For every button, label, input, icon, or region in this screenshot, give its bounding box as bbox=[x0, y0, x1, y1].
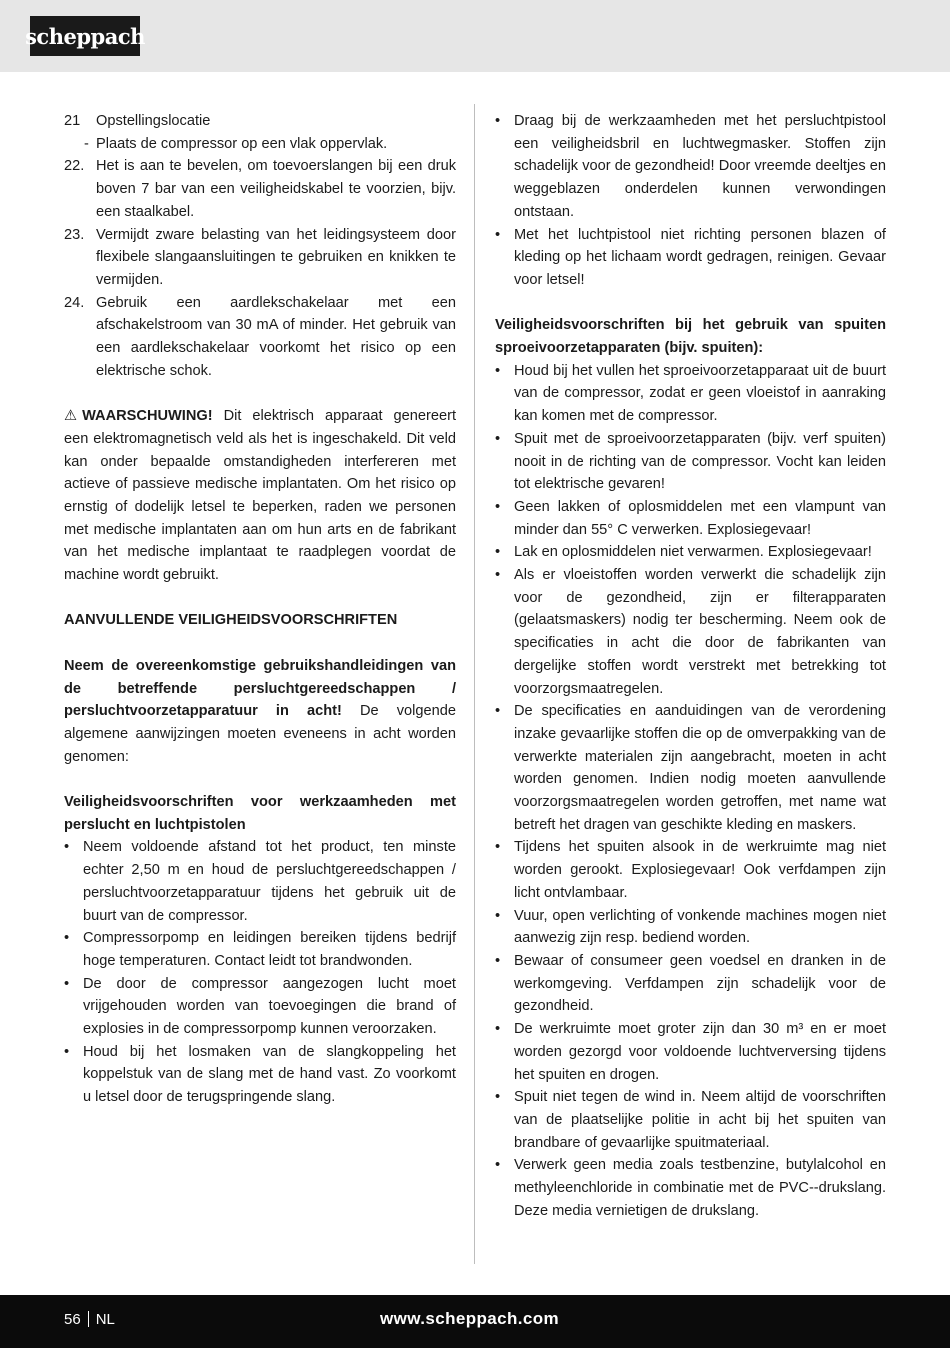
intro-paragraph bbox=[64, 655, 456, 769]
subsection-title: Veiligheidsvoorschriften bij het gebruik van spuiten sproeivoorzetapparaten (bijv. spuiten): bbox=[495, 317, 886, 357]
item-text: Gebruik een aardlekschakelaar met een afschakelstroom van 30 mA of minder. Het gebruik van een aardlekschakelaar voorkomt het risico op een elektrische schok. bbox=[96, 294, 456, 379]
numbered-item bbox=[64, 224, 456, 292]
warning-triangle-icon: ⚠ bbox=[64, 408, 78, 425]
numbered-item bbox=[64, 110, 456, 133]
bullet-item: • Vuur, open verlichting of vonkende machines mogen niet aanwezig zijn resp. bediend worden. bbox=[495, 905, 886, 950]
item-text: Opstellingslocatie bbox=[96, 113, 211, 129]
item-text: Vermijdt zware belasting van het leidingsysteem door flexibele slangaansluitingen te gebruiken en knikken te vermijden. bbox=[96, 226, 456, 288]
bullet-item: • Spuit niet tegen de wind in. Neem altijd de voorschriften van de plaatselijke politie in acht bij het spuiten van brandbare of gevaarlijke spuitmateriaal. bbox=[495, 1086, 886, 1154]
bullet-item: • Compressorpomp en leidingen bereiken tijdens bedrijf hoge temperaturen. Contact leidt tot brandwonden. bbox=[64, 927, 456, 972]
bullet-list bbox=[495, 360, 886, 1223]
bullet-item: • Draag bij de werkzaamheden met het persluchtpistool een veiligheidsbril en luchtwegmasker. Stoffen zijn schadelijk voor de gezondheid! Door vreemde deeltjes en weggeblazen onderdelen kunnen verwondingen ontstaan. bbox=[495, 110, 886, 224]
left-column bbox=[64, 110, 456, 1109]
bullet-item: • Als er vloeistoffen worden verwerkt die schadelijk zijn voor de gezondheid, zijn er filterapparaten (gelaatsmaskers) nodig ter bescherming. Neem ook de specificaties in acht die door de fabrikanten van dergelijke stoffen wordt verstrekt met betrekking tot voorzorgsmaatregelen. bbox=[495, 564, 886, 700]
bullet-item: • Houd bij het vullen het sproeivoorzetapparaat uit de buurt van de compressor, zodat er geen vloeistof in aanraking kan komen met de compressor. bbox=[495, 360, 886, 428]
bullet-item: • Geen lakken of oplosmiddelen met een vlampunt van minder dan 55° C verwerken. Explosiegevaar! bbox=[495, 496, 886, 541]
column-divider bbox=[474, 104, 475, 1264]
sub-item-dash: - bbox=[84, 135, 89, 152]
section-title: AANVULLENDE VEILIGHEIDSVOORSCHRIFTEN bbox=[64, 612, 398, 629]
bullet-item: • De door de compressor aangezogen lucht moet vrijgehouden worden van toevoegingen die brand of explosies in de compressorpomp kunnen veroorzaken. bbox=[64, 973, 456, 1041]
bullet-list bbox=[64, 836, 456, 1108]
intro-bold: Neem de overeenkomstige gebruikshandleidingen van de betreffende persluchtgereedschappen / persluchtvoorzetapparatuur in acht! bbox=[64, 657, 456, 720]
bullet-item: • Verwerk geen media zoals testbenzine, butylalcohol en methyleenchloride in combinatie met de PVC--drukslang. Deze media vernietigen de drukslang. bbox=[495, 1154, 886, 1222]
item-number: 23. bbox=[64, 226, 85, 243]
numbered-item bbox=[64, 155, 456, 223]
item-number: 24. bbox=[64, 294, 85, 311]
subsection-title: Veiligheidsvoorschriften voor werkzaamheden met perslucht en luchtpistolen bbox=[64, 794, 456, 833]
footer-separator bbox=[88, 1311, 89, 1327]
item-text: Het is aan te bevelen, om toevoerslangen bij een druk boven 7 bar van een veiligheidskabel te voorzien, bijv. een staalkabel. bbox=[96, 158, 456, 220]
item-number: 22. bbox=[64, 158, 85, 175]
intro-text: De volgende algemene aanwijzingen moeten eveneens in acht worden genomen: bbox=[64, 703, 456, 765]
sub-item bbox=[64, 133, 456, 156]
website-link[interactable]: www.scheppach.com bbox=[380, 1309, 560, 1328]
bullet-item: • De werkruimte moet groter zijn dan 30 m³ en er moet worden gezorgd voor voldoende luchtverversing tijdens het spuiten en drogen. bbox=[495, 1018, 886, 1086]
warning-text: Dit elektrisch apparaat genereert een elektromagnetisch veld als het is ingeschakeld. Dit veld kan onder bepaalde omstandigheden interfereren met actieve of passieve medische implantaten. Om het risico op ernstig of dodelijk letsel te beperken, raden we personen met medische implantaten aan om hun arts en de fabrikant van het medische implantaat te raadplegen voordat de machine wordt gebruikt. bbox=[64, 408, 456, 584]
language-code: NL bbox=[95, 1311, 115, 1328]
bullet-item: • Met het luchtpistool niet richting personen blazen of kleding op het lichaam wordt gedragen, reinigen. Gevaar voor letsel! bbox=[495, 224, 886, 292]
item-number: 21 bbox=[64, 113, 81, 129]
bullet-item: • Houd bij het losmaken van de slangkoppeling het koppelstuk van de slang met de hand vast. Zo voorkomt u letsel door de terugspringende slang. bbox=[64, 1041, 456, 1109]
right-column bbox=[495, 110, 886, 1222]
bullet-item: • Bewaar of consumeer geen voedsel en dranken in de werkomgeving. Verfdampen zijn schadelijk voor de gezondheid. bbox=[495, 950, 886, 1018]
numbered-item bbox=[64, 292, 456, 383]
page-footer bbox=[0, 1295, 950, 1348]
bullet-item: • Lak en oplosmiddelen niet verwarmen. Explosiegevaar! bbox=[495, 541, 886, 564]
sub-item-text: Plaats de compressor op een vlak oppervlak. bbox=[96, 135, 388, 152]
bullet-list bbox=[495, 110, 886, 292]
bullet-item: • Spuit met de sproeivoorzetapparaten (bijv. verf spuiten) nooit in de richting van de compressor. Vocht kan leiden tot elektrische gevaren! bbox=[495, 428, 886, 496]
warning-paragraph bbox=[64, 405, 456, 587]
bullet-item: • Neem voldoende afstand tot het product, ten minste echter 2,50 m en houd de persluchtgereedschappen / persluchtvoorzetapparatuur tijdens het gebruik uit de buurt van de compressor. bbox=[64, 836, 456, 927]
page-number: 56 bbox=[64, 1311, 81, 1328]
page-info bbox=[64, 1310, 115, 1330]
warning-label: WAARSCHUWING! bbox=[82, 408, 213, 425]
bullet-item: • Tijdens het spuiten alsook in de werkruimte mag niet worden gerookt. Explosiegevaar! Ook verfdampen zijn licht ontvlambaar. bbox=[495, 836, 886, 904]
bullet-item: • De specificaties en aanduidingen van de verordening inzake gevaarlijke stoffen die op de omverpakking van de verwerkte materialen zijn aangebracht, moeten in acht worden genomen. Indien nodig moeten aanvullende voorzorgsmaatregelen worden getroffen, met name wat betreft het dragen van geschikte kleding en maskers. bbox=[495, 700, 886, 836]
brand-logo: scheppach bbox=[30, 16, 140, 56]
page-header bbox=[0, 0, 950, 72]
